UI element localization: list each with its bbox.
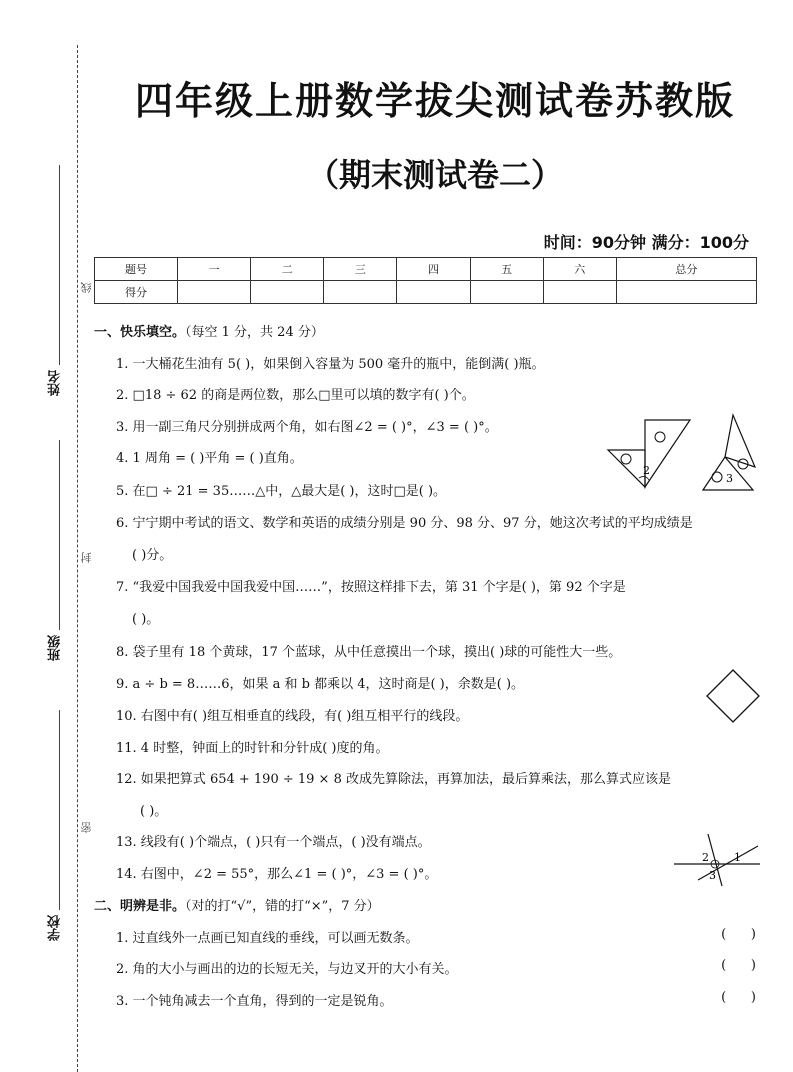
time-score-info: 时间：90分钟 满分：100分	[543, 233, 749, 252]
angle-1-label: 1	[734, 851, 741, 864]
binding-dashed-line	[77, 45, 78, 1072]
class-label: 班级	[48, 635, 63, 661]
question-1-3: 3. 用一副三角尺分别拼成两个角，如右图∠2 = ( )°，∠3 = ( )°。	[116, 420, 498, 435]
header-cell: 三	[324, 258, 397, 281]
header-cell-total: 总分	[616, 258, 756, 281]
angle-2-label: 2	[643, 464, 650, 477]
score-table	[94, 257, 757, 304]
name-underline	[59, 165, 60, 365]
header-cell-label: 题号	[95, 258, 178, 281]
class-field[interactable]	[46, 440, 70, 680]
school-field[interactable]	[46, 710, 70, 960]
rhombus-shape	[707, 670, 759, 722]
set-square-figure	[605, 412, 765, 492]
school-underline	[59, 710, 60, 910]
question-1-6-cont: ( )分。	[132, 548, 173, 563]
section-1-heading	[94, 321, 324, 340]
angle-3-label: 3	[709, 869, 716, 882]
page-subtitle: （期末测试卷二）	[306, 156, 563, 194]
angle-2-label: 2	[702, 851, 709, 864]
name-label: 姓名	[48, 370, 63, 396]
section-2-heading	[94, 895, 380, 914]
header-cell: 四	[397, 258, 470, 281]
score-cell-total[interactable]	[616, 281, 756, 304]
header-cell: 五	[470, 258, 543, 281]
score-cell[interactable]	[324, 281, 397, 304]
question-1-2: 2. □18 ÷ 62 的商是两位数，那么□里可以填的数字有( )个。	[116, 388, 475, 403]
judge-answer-1[interactable]: ( )	[721, 927, 756, 942]
header-cell: 一	[178, 258, 251, 281]
intersecting-lines-figure	[672, 830, 762, 888]
section-2-title: 二、明辨是非。	[94, 899, 186, 914]
score-cell[interactable]	[178, 281, 251, 304]
question-1-12-cont: ( )。	[140, 804, 168, 819]
school-label: 学校	[48, 915, 63, 941]
question-1-11: 11. 4 时整，钟面上的时针和分针成( )度的角。	[116, 741, 389, 756]
question-1-8: 8. 袋子里有 18 个黄球，17 个蓝球，从中任意摸出一个球，摸出( )球的可能性大一些。	[116, 645, 622, 660]
right-set-square-pair	[703, 415, 755, 490]
question-1-7: 7. “我爱中国我爱中国我爱中国……”，按照这样排下去，第 31 个字是( )，第 92 个字是	[116, 580, 626, 595]
angle-3-label: 3	[726, 472, 733, 485]
question-1-1: 1. 一大桶花生油有 5( )，如果倒入容量为 500 毫升的瓶中，能倒满( )瓶。	[116, 357, 545, 372]
seal-char-xian: 线	[80, 282, 93, 293]
section-2-note: （对的打“√”，错的打“×”，7 分）	[185, 899, 380, 914]
question-1-7-cont: ( )。	[132, 612, 160, 627]
judge-answer-2[interactable]: ( )	[721, 958, 756, 973]
rhombus-figure	[705, 668, 761, 724]
question-1-12: 12. 如果把算式 654 + 190 ÷ 19 × 8 改成先算除法，再算加法，最后算乘法，那么算式应该是	[116, 772, 671, 787]
question-1-14: 14. 右图中，∠2 = 55°，那么∠1 = ( )°，∠3 = ( )°。	[116, 867, 438, 882]
header-cell: 六	[543, 258, 616, 281]
score-cell[interactable]	[397, 281, 470, 304]
judge-answer-3[interactable]: ( )	[721, 990, 756, 1005]
seal-char-feng: 封	[80, 552, 93, 563]
score-row-label: 得分	[95, 281, 178, 304]
score-table-header-row	[95, 258, 757, 281]
score-cell[interactable]	[251, 281, 324, 304]
section-1-note: （每空 1 分，共 24 分）	[185, 325, 324, 340]
left-set-square-pair	[608, 420, 690, 487]
question-1-10: 10. 右图中有( )组互相垂直的线段，有( )组互相平行的线段。	[116, 709, 469, 724]
header-cell: 二	[251, 258, 324, 281]
judge-question-3: 3. 一个钝角减去一个直角，得到的一定是锐角。	[116, 994, 393, 1009]
question-1-9: 9. a ÷ b = 8……6，如果 a 和 b 都乘以 4，这时商是( )，余数是( )。	[116, 677, 525, 692]
page-title: 四年级上册数学拔尖测试卷苏教版	[134, 79, 735, 123]
question-1-6: 6. 宁宁期中考试的语文、数学和英语的成绩分别是 90 分、98 分、97 分，她这次考试的平均成绩是	[116, 516, 693, 531]
seal-char-mi: 密	[80, 822, 93, 833]
score-table-score-row	[95, 281, 757, 304]
score-cell[interactable]	[543, 281, 616, 304]
name-field[interactable]	[46, 165, 70, 415]
question-1-13: 13. 线段有( )个端点，( )只有一个端点，( )没有端点。	[116, 835, 431, 850]
score-cell[interactable]	[470, 281, 543, 304]
judge-question-1: 1. 过直线外一点画已知直线的垂线，可以画无数条。	[116, 931, 419, 946]
question-1-5: 5. 在□ ÷ 21 = 35……△中，△最大是( )，这时□是( )。	[116, 484, 447, 499]
section-1-title: 一、快乐填空。	[94, 325, 186, 340]
question-1-4: 4. 1 周角 = ( )平角 = ( )直角。	[116, 451, 303, 466]
class-underline	[59, 440, 60, 630]
judge-question-2: 2. 角的大小与画出的边的长短无关，与边叉开的大小有关。	[116, 962, 458, 977]
